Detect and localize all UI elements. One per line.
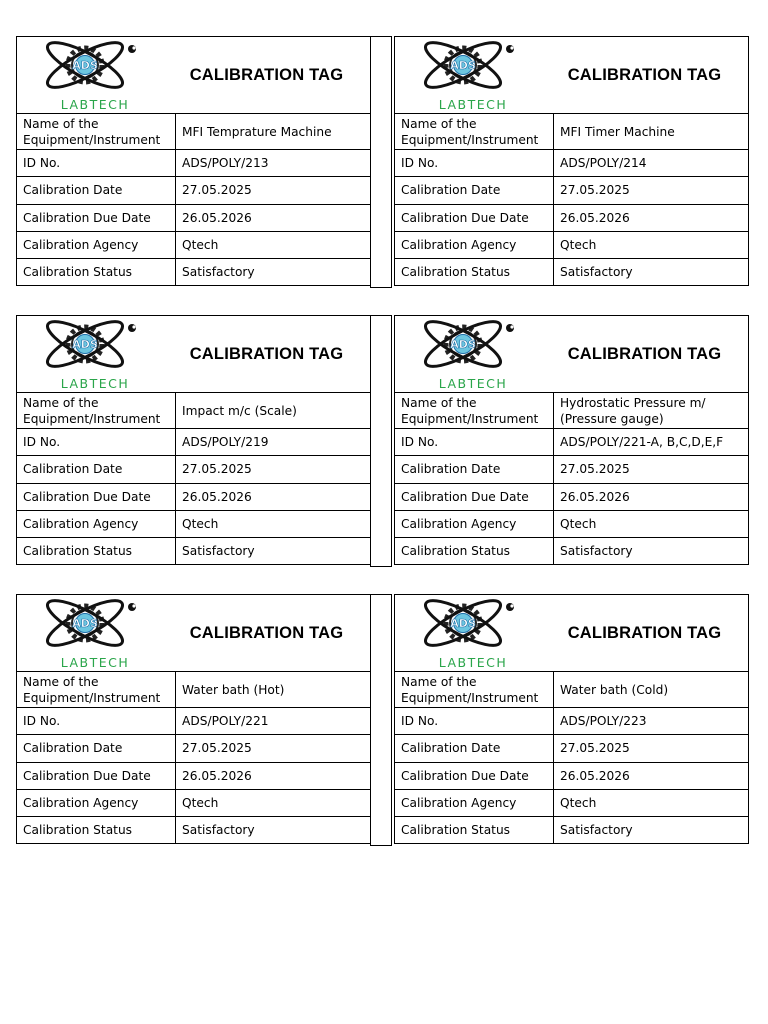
field-value-date: 27.05.2025 bbox=[554, 177, 749, 204]
ads-labtech-logo bbox=[395, 37, 555, 113]
field-value-due: 26.05.2026 bbox=[554, 762, 749, 789]
svg-text:ADS: ADS bbox=[72, 338, 98, 351]
field-value-status: Satisfactory bbox=[554, 259, 749, 286]
field-label-status: Calibration Status bbox=[395, 538, 554, 565]
svg-text:LABTECH: LABTECH bbox=[60, 376, 130, 391]
field-label-date: Calibration Date bbox=[17, 177, 176, 204]
field-label-id: ID No. bbox=[395, 150, 554, 177]
field-label-id: ID No. bbox=[17, 150, 176, 177]
field-value-agency: Qtech bbox=[554, 231, 749, 258]
field-label-equipment-name: Name of the Equipment/Instrument bbox=[17, 114, 176, 150]
field-value-status: Satisfactory bbox=[554, 817, 749, 844]
ads-labtech-logo bbox=[17, 37, 177, 113]
field-value-id: ADS/POLY/223 bbox=[554, 708, 749, 735]
tag-title: CALIBRATION TAG bbox=[189, 345, 344, 363]
calibration-tag bbox=[394, 594, 749, 844]
field-value-date: 27.05.2025 bbox=[176, 735, 371, 762]
svg-text:LABTECH: LABTECH bbox=[438, 655, 508, 670]
svg-text:LABTECH: LABTECH bbox=[438, 376, 508, 391]
field-value-agency: Qtech bbox=[176, 510, 371, 537]
field-value-id: ADS/POLY/213 bbox=[176, 150, 371, 177]
field-label-status: Calibration Status bbox=[17, 538, 176, 565]
field-value-status: Satisfactory bbox=[176, 817, 371, 844]
field-label-agency: Calibration Agency bbox=[395, 510, 554, 537]
svg-text:LABTECH: LABTECH bbox=[60, 655, 130, 670]
svg-text:ADS: ADS bbox=[450, 617, 476, 630]
field-value-equipment-name: Impact m/c (Scale) bbox=[176, 393, 371, 429]
field-label-date: Calibration Date bbox=[395, 735, 554, 762]
field-value-equipment-name: MFI Timer Machine bbox=[554, 114, 749, 150]
tag-title: CALIBRATION TAG bbox=[189, 624, 344, 642]
field-value-agency: Qtech bbox=[176, 231, 371, 258]
tag-divider-gap bbox=[370, 36, 392, 288]
tag-title: CALIBRATION TAG bbox=[567, 345, 722, 363]
field-value-status: Satisfactory bbox=[176, 259, 371, 286]
field-value-date: 27.05.2025 bbox=[554, 735, 749, 762]
field-value-equipment-name: MFI Temprature Machine bbox=[176, 114, 371, 150]
field-label-agency: Calibration Agency bbox=[17, 510, 176, 537]
field-value-status: Satisfactory bbox=[554, 538, 749, 565]
field-label-status: Calibration Status bbox=[17, 817, 176, 844]
field-value-agency: Qtech bbox=[554, 789, 749, 816]
tag-divider-gap bbox=[370, 594, 392, 846]
field-label-status: Calibration Status bbox=[395, 817, 554, 844]
field-label-agency: Calibration Agency bbox=[395, 789, 554, 816]
ads-labtech-logo bbox=[395, 595, 555, 671]
field-value-due: 26.05.2026 bbox=[554, 204, 749, 231]
calibration-tag bbox=[16, 36, 371, 286]
svg-text:ADS: ADS bbox=[72, 617, 98, 630]
field-value-due: 26.05.2026 bbox=[554, 483, 749, 510]
field-label-due: Calibration Due Date bbox=[17, 762, 176, 789]
ads-labtech-logo bbox=[17, 316, 177, 392]
ads-labtech-logo bbox=[17, 595, 177, 671]
field-value-date: 27.05.2025 bbox=[176, 456, 371, 483]
ads-labtech-logo bbox=[395, 316, 555, 392]
field-value-status: Satisfactory bbox=[176, 538, 371, 565]
tag-title: CALIBRATION TAG bbox=[189, 66, 344, 84]
field-value-id: ADS/POLY/221-A, B,C,D,E,F bbox=[554, 429, 749, 456]
field-value-id: ADS/POLY/214 bbox=[554, 150, 749, 177]
field-label-equipment-name: Name of the Equipment/Instrument bbox=[17, 393, 176, 429]
field-label-date: Calibration Date bbox=[17, 735, 176, 762]
svg-text:LABTECH: LABTECH bbox=[438, 97, 508, 112]
calibration-tag bbox=[16, 315, 371, 565]
field-label-equipment-name: Name of the Equipment/Instrument bbox=[17, 672, 176, 708]
field-label-equipment-name: Name of the Equipment/Instrument bbox=[395, 393, 554, 429]
field-label-date: Calibration Date bbox=[395, 456, 554, 483]
tag-title: CALIBRATION TAG bbox=[567, 624, 722, 642]
field-label-id: ID No. bbox=[395, 708, 554, 735]
field-label-date: Calibration Date bbox=[395, 177, 554, 204]
field-label-status: Calibration Status bbox=[17, 259, 176, 286]
field-value-agency: Qtech bbox=[554, 510, 749, 537]
field-value-due: 26.05.2026 bbox=[176, 762, 371, 789]
field-label-due: Calibration Due Date bbox=[395, 483, 554, 510]
field-value-id: ADS/POLY/221 bbox=[176, 708, 371, 735]
tag-title: CALIBRATION TAG bbox=[567, 66, 722, 84]
field-value-due: 26.05.2026 bbox=[176, 204, 371, 231]
svg-text:ADS: ADS bbox=[72, 59, 98, 72]
field-value-id: ADS/POLY/219 bbox=[176, 429, 371, 456]
field-label-agency: Calibration Agency bbox=[17, 789, 176, 816]
field-label-due: Calibration Due Date bbox=[395, 204, 554, 231]
field-label-due: Calibration Due Date bbox=[395, 762, 554, 789]
svg-text:ADS: ADS bbox=[450, 59, 476, 72]
svg-text:ADS: ADS bbox=[450, 338, 476, 351]
field-value-equipment-name: Water bath (Hot) bbox=[176, 672, 371, 708]
field-label-id: ID No. bbox=[17, 708, 176, 735]
tag-divider-gap bbox=[370, 315, 392, 567]
field-label-due: Calibration Due Date bbox=[17, 483, 176, 510]
field-value-equipment-name: Hydrostatic Pressure m/ (Pressure gauge) bbox=[554, 393, 749, 429]
field-value-due: 26.05.2026 bbox=[176, 483, 371, 510]
field-label-id: ID No. bbox=[395, 429, 554, 456]
calibration-tag bbox=[394, 315, 749, 565]
field-value-date: 27.05.2025 bbox=[176, 177, 371, 204]
field-label-equipment-name: Name of the Equipment/Instrument bbox=[395, 114, 554, 150]
field-label-date: Calibration Date bbox=[17, 456, 176, 483]
field-label-agency: Calibration Agency bbox=[17, 231, 176, 258]
field-label-equipment-name: Name of the Equipment/Instrument bbox=[395, 672, 554, 708]
field-value-date: 27.05.2025 bbox=[554, 456, 749, 483]
field-label-id: ID No. bbox=[17, 429, 176, 456]
field-value-equipment-name: Water bath (Cold) bbox=[554, 672, 749, 708]
field-label-due: Calibration Due Date bbox=[17, 204, 176, 231]
calibration-tag bbox=[16, 594, 371, 844]
field-label-agency: Calibration Agency bbox=[395, 231, 554, 258]
field-value-agency: Qtech bbox=[176, 789, 371, 816]
svg-text:LABTECH: LABTECH bbox=[60, 97, 130, 112]
field-label-status: Calibration Status bbox=[395, 259, 554, 286]
calibration-tag bbox=[394, 36, 749, 286]
